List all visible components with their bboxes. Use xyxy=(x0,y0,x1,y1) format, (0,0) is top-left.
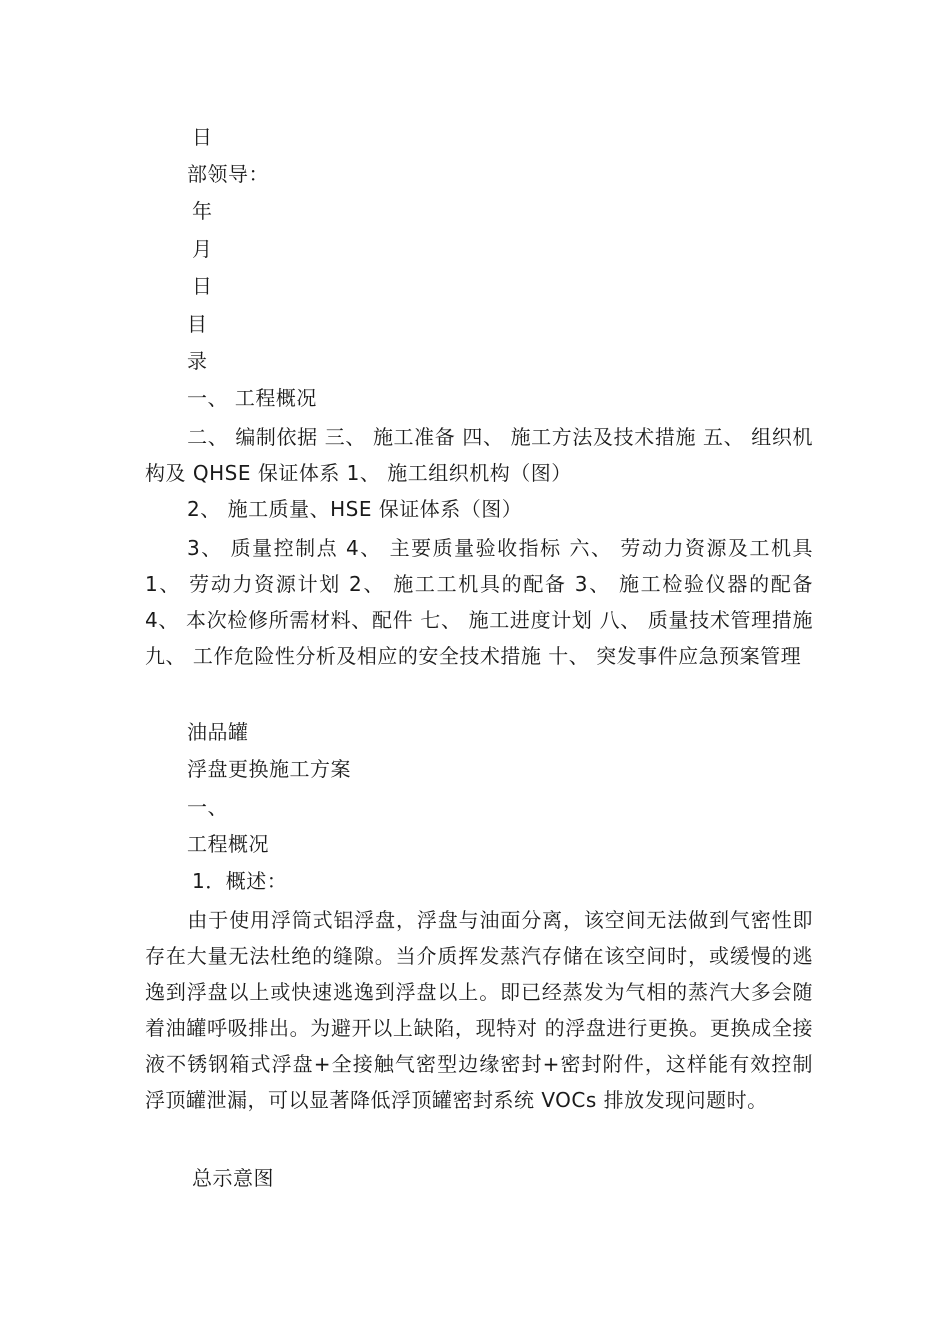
toc-heading-lu: 录 xyxy=(187,349,208,373)
document-title: 浮盘更换施工方案 xyxy=(187,757,351,781)
section-number: 一、 xyxy=(187,795,228,819)
date-day-line: 日 xyxy=(192,125,213,149)
toc-block-2: 3、 质量控制点 4、 主要质量验收指标 六、 劳动力资源及工机具 1、 劳动力资源计划 2、 施工工机具的配备 3、 施工检验仪器的配备 4、 本次检修所需材料、配件 七、 施工进度计划 八、 质量技术管理措施 九、 工作危险性分析及相应的安全技术措施 十、 突发事件应急预案管理 xyxy=(145,536,813,668)
toc-item-1: 一、 工程概况 xyxy=(187,386,317,410)
section-title: 工程概况 xyxy=(187,832,269,856)
toc-block-1: 二、 编制依据 三、 施工准备 四、 施工方法及技术措施 五、 组织机构及 QHSE 保证体系 1、 施工组织机构（图） xyxy=(145,425,813,485)
date-month-label: 月 xyxy=(192,237,213,261)
overview-heading: 1．概述： xyxy=(192,869,288,893)
date-year-label: 年 xyxy=(192,199,213,223)
toc-heading-mu: 目 xyxy=(187,312,208,336)
overview-body: 由于使用浮筒式铝浮盘，浮盘与油面分离，该空间无法做到气密性即存在大量无法杜绝的缝隙。当介质挥发蒸汽存储在该空间时，或缓慢的逃逸到浮盘以上或快速逃逸到浮盘以上。即已经蒸发为气相的蒸汽大多会随着油罐呼吸排出。为避开以上缺陷，现特对 的浮盘进行更换。更换成全接液不锈钢箱式浮盘+全接触气密型边缘密封+密封附件，这样能有效控制浮顶罐泄漏，可以显著降低浮顶罐密封系统 VOCs 排放发现问题时。 xyxy=(145,908,813,1112)
tank-label: 油品罐 xyxy=(187,720,249,744)
date-day-label: 日 xyxy=(192,274,213,298)
diagram-caption: 总示意图 xyxy=(192,1166,274,1190)
toc-item-quality-hse: 2、 施工质量、HSE 保证体系（图） xyxy=(187,497,523,521)
department-leader-label: 部领导： xyxy=(187,162,269,186)
